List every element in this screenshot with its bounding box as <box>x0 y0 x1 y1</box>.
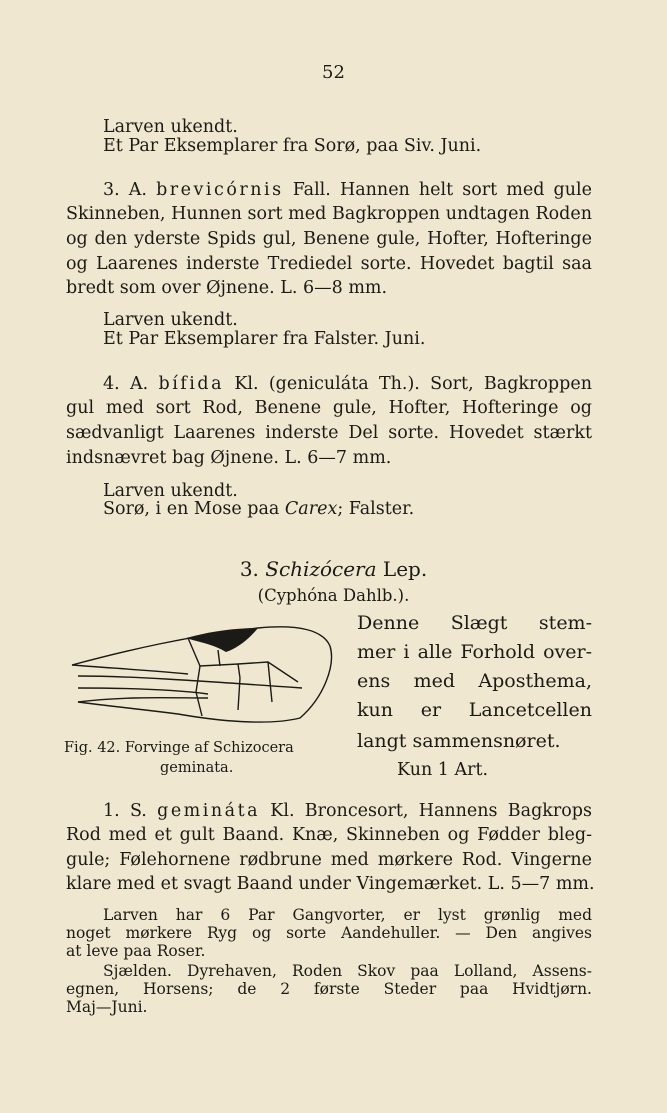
text-line: Et Par Eksemplarer fra Sorø, paa Siv. Juni. <box>103 136 482 156</box>
species-description: Broncesort, Hannens Bagkrops <box>304 801 592 821</box>
species-author: Fall. <box>292 180 331 200</box>
species-name: brevicórnis <box>156 180 284 200</box>
text-line: gule; Følehornene rødbrune med mørkere Rod. Vingerne <box>66 850 592 870</box>
text-line: sædvanligt Laarenes inderste Del sorte. Hovedet stærkt <box>66 423 592 443</box>
text-line: Denne Slægt stem- <box>357 612 592 634</box>
text-line: at leve paa Roser. <box>66 942 206 960</box>
text-line: Sjælden. Dyrehaven, Roden Skov paa Lolland, Assens- <box>103 962 592 980</box>
species-name: bífida <box>158 374 225 394</box>
locality-text: Sorø, i en Mose paa <box>103 499 280 519</box>
text-line: Kun 1 Art. <box>397 760 489 780</box>
text-line: egnen, Horsens; de 2 første Steder paa Hvidtjørn. <box>66 980 592 998</box>
species-entry-heading <box>103 373 592 395</box>
genus-number: 3. <box>239 557 259 581</box>
species-author: Kl. (geniculáta Th.). <box>234 374 420 394</box>
figure-caption: Fig. 42. Forvinge af Schizocera <box>64 740 294 756</box>
text-line: kun er Lancetcellen <box>357 699 592 721</box>
locality-text: ; Falster. <box>337 499 415 519</box>
species-number: 1. S. <box>103 801 147 821</box>
species-number: 4. A. <box>103 374 149 394</box>
plant-genus: Carex <box>284 499 338 519</box>
species-entry-heading <box>103 179 592 201</box>
text-line: Larven har 6 Par Gangvorter, er lyst grønlig med <box>103 906 592 924</box>
text-line: noget mørkere Ryg og sorte Aandehuller. — Den angives <box>66 924 592 942</box>
species-number: 3. A. <box>103 180 147 200</box>
text-line: Larven ukendt. <box>103 117 238 137</box>
text-line: bredt som over Øjnene. L. 6—8 mm. <box>66 278 388 298</box>
genus-author: Lep. <box>382 557 428 581</box>
text-line: Skinneben, Hunnen sort med Bagkroppen undtagen Roden <box>66 204 592 224</box>
wing-illustration <box>68 618 336 736</box>
genus-synonym: (Cyphóna Dahlb.). <box>257 586 410 605</box>
figure-caption: geminata. <box>160 760 234 776</box>
stigma-mark <box>186 628 258 652</box>
text-line: Larven ukendt. <box>103 310 238 330</box>
text-line: klare med et svagt Baand under Vingemærket. L. 5—7 mm. <box>66 874 595 894</box>
text-line: Maj—Juni. <box>66 998 148 1016</box>
text-line: ens med Aposthema, <box>357 670 592 692</box>
species-description: Hannen helt sort med gule <box>339 180 592 200</box>
text-line: Larven ukendt. <box>103 481 238 501</box>
text-line: Et Par Eksemplarer fra Falster. Juni. <box>103 329 426 349</box>
species-author: Kl. <box>270 801 295 821</box>
text-line: indsnævret bag Øjnene. L. 6—7 mm. <box>66 448 392 468</box>
species-entry-heading <box>103 800 592 822</box>
text-line: og den yderste Spids gul, Benene gule, Hofter, Hofteringe <box>66 229 592 249</box>
species-description: Sort, Bagkroppen <box>430 374 592 394</box>
text-line: og Laarenes inderste Trediedel sorte. Hovedet bagtil saa <box>66 254 592 274</box>
genus-name: Schizócera <box>265 557 377 581</box>
text-line: gul med sort Rod, Benene gule, Hofter, Hofteringe og <box>66 398 592 418</box>
species-name: gemináta <box>157 801 261 821</box>
locality-line <box>103 498 414 520</box>
text-line: langt sammensnøret. <box>357 730 561 752</box>
genus-heading <box>0 557 667 581</box>
text-line: mer i alle Forhold over- <box>357 641 592 663</box>
page-number: 52 <box>322 62 345 83</box>
text-line: Rod med et gult Baand. Knæ, Skinneben og Fødder bleg- <box>66 825 592 845</box>
